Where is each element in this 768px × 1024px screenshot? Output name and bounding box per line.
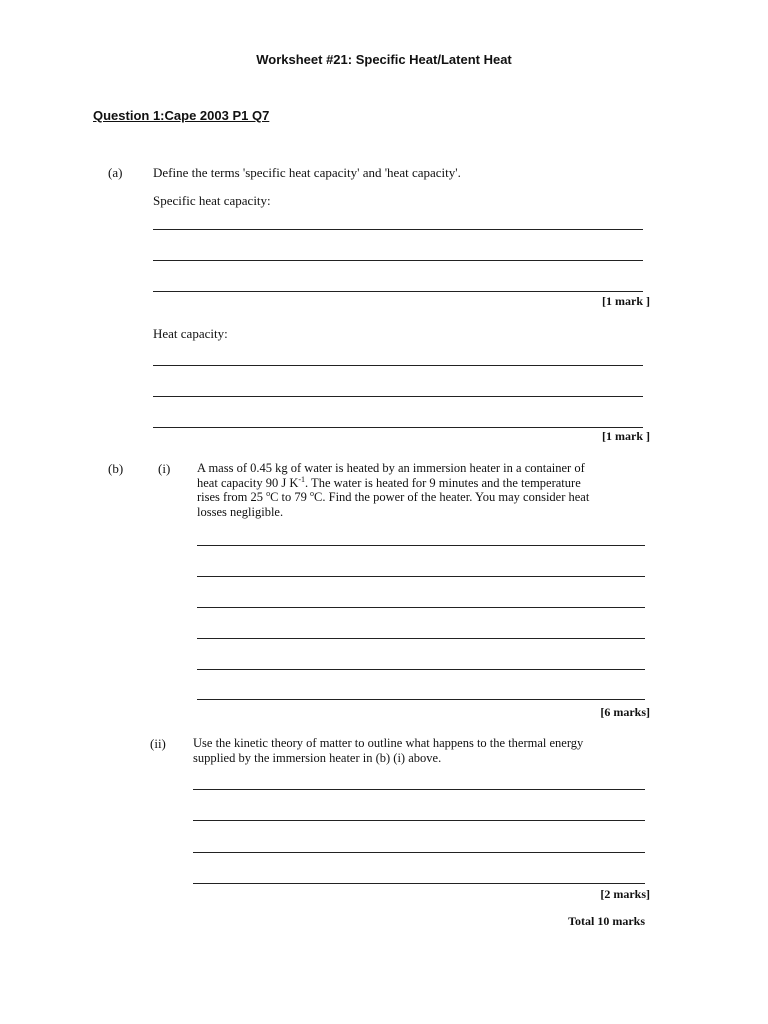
answer-line[interactable] <box>153 229 643 230</box>
part-b-i-question <box>197 461 657 519</box>
answer-line[interactable] <box>153 427 643 428</box>
answer-line[interactable] <box>197 607 645 608</box>
question-text-line: supplied by the immersion heater in (b) (i) above. <box>193 750 442 765</box>
specific-heat-capacity-label: Specific heat capacity: <box>153 193 271 208</box>
marks-label: [1 mark ] <box>602 429 650 443</box>
answer-line[interactable] <box>193 852 645 853</box>
part-b-i-label: (i) <box>158 461 171 476</box>
answer-line[interactable] <box>153 365 643 366</box>
question-heading: Question 1:Cape 2003 P1 Q7 <box>93 108 270 123</box>
part-b-label: (b) <box>108 461 124 476</box>
answer-line[interactable] <box>193 820 645 821</box>
question-text-line: Use the kinetic theory of matter to outline what happens to the thermal energy <box>193 736 584 750</box>
question-text-line: losses negligible. <box>197 504 284 519</box>
part-b-ii-question <box>193 736 658 765</box>
answer-line[interactable] <box>153 291 643 292</box>
part-a-prompt: Define the terms 'specific heat capacity' and 'heat capacity'. <box>153 165 461 180</box>
answer-line[interactable] <box>197 638 645 639</box>
answer-line[interactable] <box>197 699 645 700</box>
marks-label: [2 marks] <box>600 887 650 901</box>
marks-label: [6 marks] <box>600 705 650 719</box>
total-marks: Total 10 marks <box>568 914 645 928</box>
question-text-line: rises from 25 $^o$C to 79 $^o$C. Find the power of the heater. You may consider heat <box>197 488 590 504</box>
heat-capacity-label: Heat capacity: <box>153 326 228 341</box>
answer-line[interactable] <box>153 396 643 397</box>
answer-line[interactable] <box>197 576 645 577</box>
worksheet-title: Worksheet #21: Specific Heat/Latent Heat <box>256 52 512 67</box>
marks-label: [1 mark ] <box>602 294 650 308</box>
part-a-label: (a) <box>108 165 123 180</box>
answer-line[interactable] <box>197 545 645 546</box>
answer-line[interactable] <box>193 883 645 884</box>
question-text-line: heat capacity 90 J $K^{-1}$. The water is heated for 9 minutes and the temperature <box>197 474 581 490</box>
answer-line[interactable] <box>153 260 643 261</box>
part-b-ii-label: (ii) <box>150 736 166 751</box>
answer-line[interactable] <box>197 669 645 670</box>
answer-line[interactable] <box>193 789 645 790</box>
question-text-line: A mass of 0.45 kg of water is heated by an immersion heater in a container of <box>197 461 585 475</box>
